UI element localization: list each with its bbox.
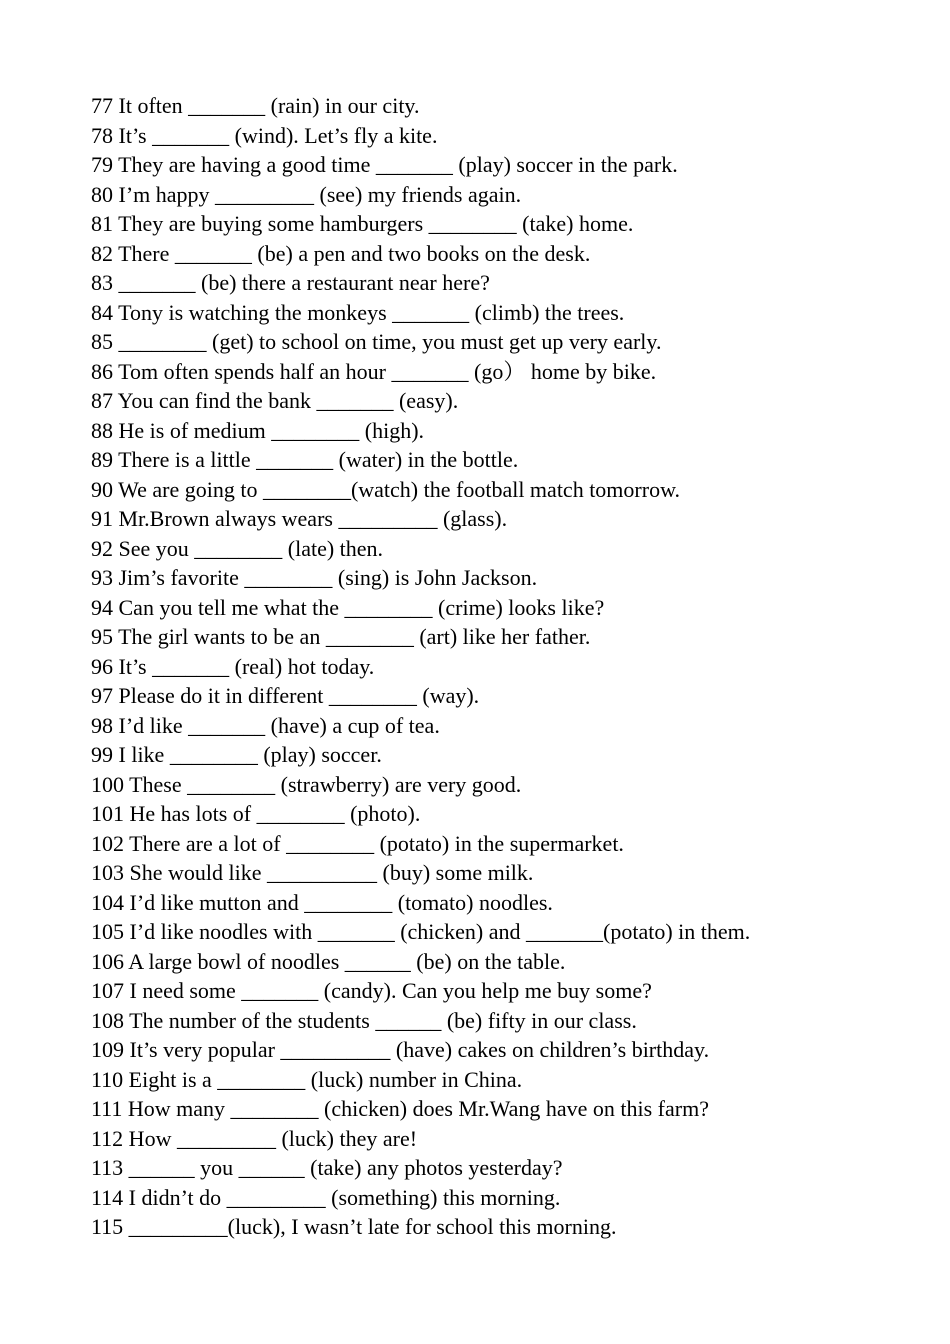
exercise-item: 102 There are a lot of ________ (potato) in the supermarket.	[91, 830, 624, 856]
exercise-item: 98 I’d like _______ (have) a cup of tea.	[91, 712, 440, 738]
exercise-item: 111 How many ________ (chicken) does Mr.Wang have on this farm?	[91, 1096, 709, 1121]
exercise-item: 83 _______ (be) there a restaurant near here?	[91, 270, 490, 295]
exercise-item: 84 Tony is watching the monkeys _______ (climb) the trees.	[91, 299, 625, 325]
exercise-item: 100 These ________ (strawberry) are very good.	[91, 771, 522, 797]
exercise-item: 89 There is a little _______ (water) in the bottle.	[91, 447, 519, 472]
exercise-item: 79 They are having a good time _______ (play) soccer in the park.	[91, 152, 678, 177]
exercise-item: 93 Jim’s favorite ________ (sing) is John Jackson.	[91, 565, 538, 590]
exercise-item: 109 It’s very popular __________ (have) cakes on children’s birthday.	[91, 1037, 710, 1062]
exercise-item: 106 A large bowl of noodles ______ (be) on the table.	[91, 948, 566, 974]
exercise-item: 88 He is of medium ________ (high).	[91, 417, 425, 443]
exercise-item: 108 The number of the students ______ (be) fifty in our class.	[91, 1007, 637, 1033]
exercise-item: 85 ________ (get) to school on time, you must get up very early.	[91, 329, 662, 354]
exercise-item: 90 We are going to ________(watch) the football match tomorrow.	[91, 476, 681, 502]
exercise-item: 113 ______ you ______ (take) any photos yesterday?	[91, 1155, 563, 1180]
exercise-item: 107 I need some _______ (candy). Can you help me buy some?	[91, 978, 652, 1003]
exercise-item: 95 The girl wants to be an ________ (art) like her father.	[91, 624, 591, 649]
exercise-item: 87 You can find the bank _______ (easy).	[91, 388, 459, 413]
exercise-item: 112 How _________ (luck) they are!	[91, 1125, 418, 1151]
exercise-item: 82 There _______ (be) a pen and two books on the desk.	[91, 240, 591, 266]
exercise-item: 77 It often _______ (rain) in our city.	[91, 93, 420, 118]
exercise-item: 86 Tom often spends half an hour _______ (go） home by bike.	[91, 358, 657, 384]
exercise-item: 96 It’s _______ (real) hot today.	[91, 653, 375, 679]
exercise-item: 91 Mr.Brown always wears _________ (glass).	[91, 506, 508, 531]
exercise-item: 78 It’s _______ (wind). Let’s fly a kite.	[91, 122, 438, 148]
exercise-item: 94 Can you tell me what the ________ (crime) looks like?	[91, 594, 605, 620]
exercise-item: 105 I’d like noodles with _______ (chicken) and _______(potato) in them.	[91, 919, 751, 944]
exercise-item: 97 Please do it in different ________ (way).	[91, 683, 480, 708]
exercise-item: 101 He has lots of ________ (photo).	[91, 801, 421, 826]
exercise-item: 114 I didn’t do _________ (something) this morning.	[91, 1184, 561, 1210]
exercise-item: 115 _________(luck), I wasn’t late for school this morning.	[91, 1214, 617, 1239]
exercise-item: 103 She would like __________ (buy) some milk.	[91, 860, 534, 885]
exercise-item: 110 Eight is a ________ (luck) number in China.	[91, 1066, 523, 1092]
exercise-item: 80 I’m happy _________ (see) my friends again.	[91, 181, 522, 207]
exercise-item: 104 I’d like mutton and ________ (tomato) noodles.	[91, 889, 553, 915]
exercise-item: 92 See you ________ (late) then.	[91, 535, 384, 561]
exercise-item: 81 They are buying some hamburgers ________ (take) home.	[91, 211, 634, 236]
exercise-item: 99 I like ________ (play) soccer.	[91, 742, 382, 767]
exercise-list	[91, 91, 891, 1242]
